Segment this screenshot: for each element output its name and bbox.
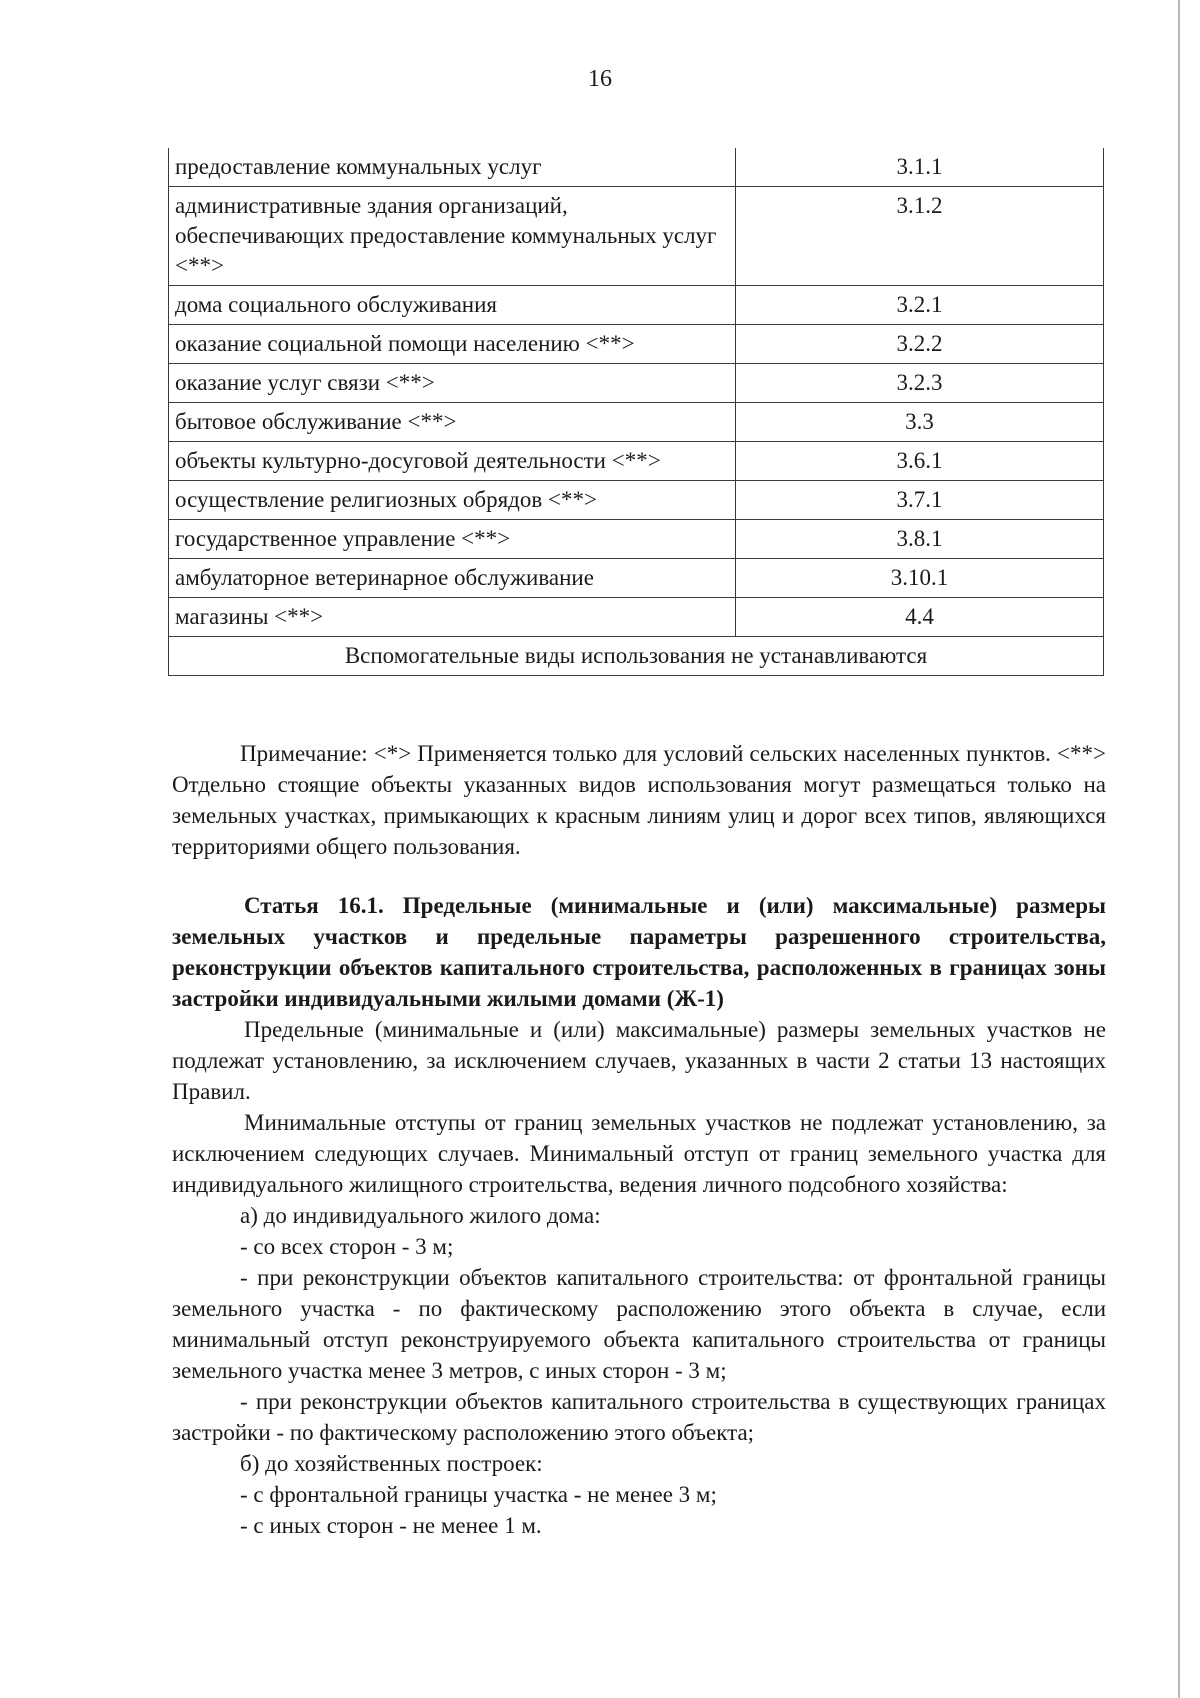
use-name: осуществление религиозных обрядов <**>	[169, 481, 736, 520]
list-item: - со всех сторон - 3 м;	[240, 1234, 454, 1259]
note-paragraph: Примечание: <*> Применяется только для условий сельских населенных пунктов. <**> Отдельно стоящие объекты указанных видов использования могут размещаться только на земельных участках, примыкающих к красным линиям улиц и дорог всех типов, являющихся территориями общего пользования.	[172, 741, 1106, 859]
table-footer-row	[169, 637, 1104, 676]
table-row	[169, 187, 1104, 286]
table-row	[169, 286, 1104, 325]
use-code: 3.2.3	[736, 364, 1104, 403]
use-name: административные здания организаций, обеспечивающих предоставление коммунальных услуг <**>	[169, 187, 736, 286]
use-name: бытовое обслуживание <**>	[169, 403, 736, 442]
table-row	[169, 481, 1104, 520]
table-row	[169, 598, 1104, 637]
auxiliary-uses-note: Вспомогательные виды использования не устанавливаются	[169, 637, 1104, 676]
table-row	[169, 559, 1104, 598]
use-name: оказание услуг связи <**>	[169, 364, 736, 403]
use-name: амбулаторное ветеринарное обслуживание	[169, 559, 736, 598]
use-code: 3.3	[736, 403, 1104, 442]
article-section	[172, 890, 1106, 1541]
use-code: 3.6.1	[736, 442, 1104, 481]
use-name: предоставление коммунальных услуг	[169, 148, 736, 187]
article-title: Статья 16.1. Предельные (минимальные и (или) максимальные) размеры земельных участков и предельные параметры разрешенного строительства, реконструкции объектов капитального строительства, расположенных в границах зоны застройки индивидуальными жилыми домами (Ж-1)	[172, 893, 1106, 1011]
page-number: 16	[588, 66, 612, 92]
use-name: оказание социальной помощи населению <**>	[169, 325, 736, 364]
list-item: б) до хозяйственных построек:	[240, 1451, 543, 1476]
use-code: 3.2.1	[736, 286, 1104, 325]
table-row	[169, 148, 1104, 187]
article-paragraph: Предельные (минимальные и (или) максимальные) размеры земельных участков не подлежат установлению, за исключением случаев, указанных в части 2 статьи 13 настоящих Правил.	[172, 1017, 1106, 1104]
table-row	[169, 520, 1104, 559]
article-paragraph: Минимальные отступы от границ земельных участков не подлежат установлению, за исключением следующих случаев. Минимальный отступ от границ земельного участка для индивидуального жилищного строительства, ведения личного подсобного хозяйства:	[172, 1110, 1106, 1197]
page-edge-line	[1178, 0, 1180, 1698]
list-item: - при реконструкции объектов капитального строительства: от фронтальной границы земельного участка - по фактическому расположению этого объекта в случае, если минимальный отступ реконструируемого объекта капитального строительства от границы земельного участка менее 3 метров, с иных сторон - 3 м;	[172, 1265, 1106, 1383]
table-row	[169, 403, 1104, 442]
list-item: - с иных сторон - не менее 1 м.	[240, 1513, 542, 1538]
use-code: 3.2.2	[736, 325, 1104, 364]
use-name: магазины <**>	[169, 598, 736, 637]
table-row	[169, 325, 1104, 364]
use-code: 3.7.1	[736, 481, 1104, 520]
use-name: государственное управление <**>	[169, 520, 736, 559]
use-code: 3.10.1	[736, 559, 1104, 598]
list-item: - при реконструкции объектов капитального строительства в существующих границах застройки - по фактическому расположению этого объекта;	[172, 1389, 1106, 1445]
land-use-table	[168, 148, 1104, 676]
use-name: объекты культурно-досуговой деятельности <**>	[169, 442, 736, 481]
use-name: дома социального обслуживания	[169, 286, 736, 325]
table-note	[172, 738, 1106, 862]
list-item: - с фронтальной границы участка - не менее 3 м;	[240, 1482, 717, 1507]
use-code: 3.8.1	[736, 520, 1104, 559]
use-code: 4.4	[736, 598, 1104, 637]
table-row	[169, 442, 1104, 481]
list-item: а) до индивидуального жилого дома:	[240, 1203, 601, 1228]
use-code: 3.1.2	[736, 187, 1104, 286]
use-code: 3.1.1	[736, 148, 1104, 187]
table-row	[169, 364, 1104, 403]
